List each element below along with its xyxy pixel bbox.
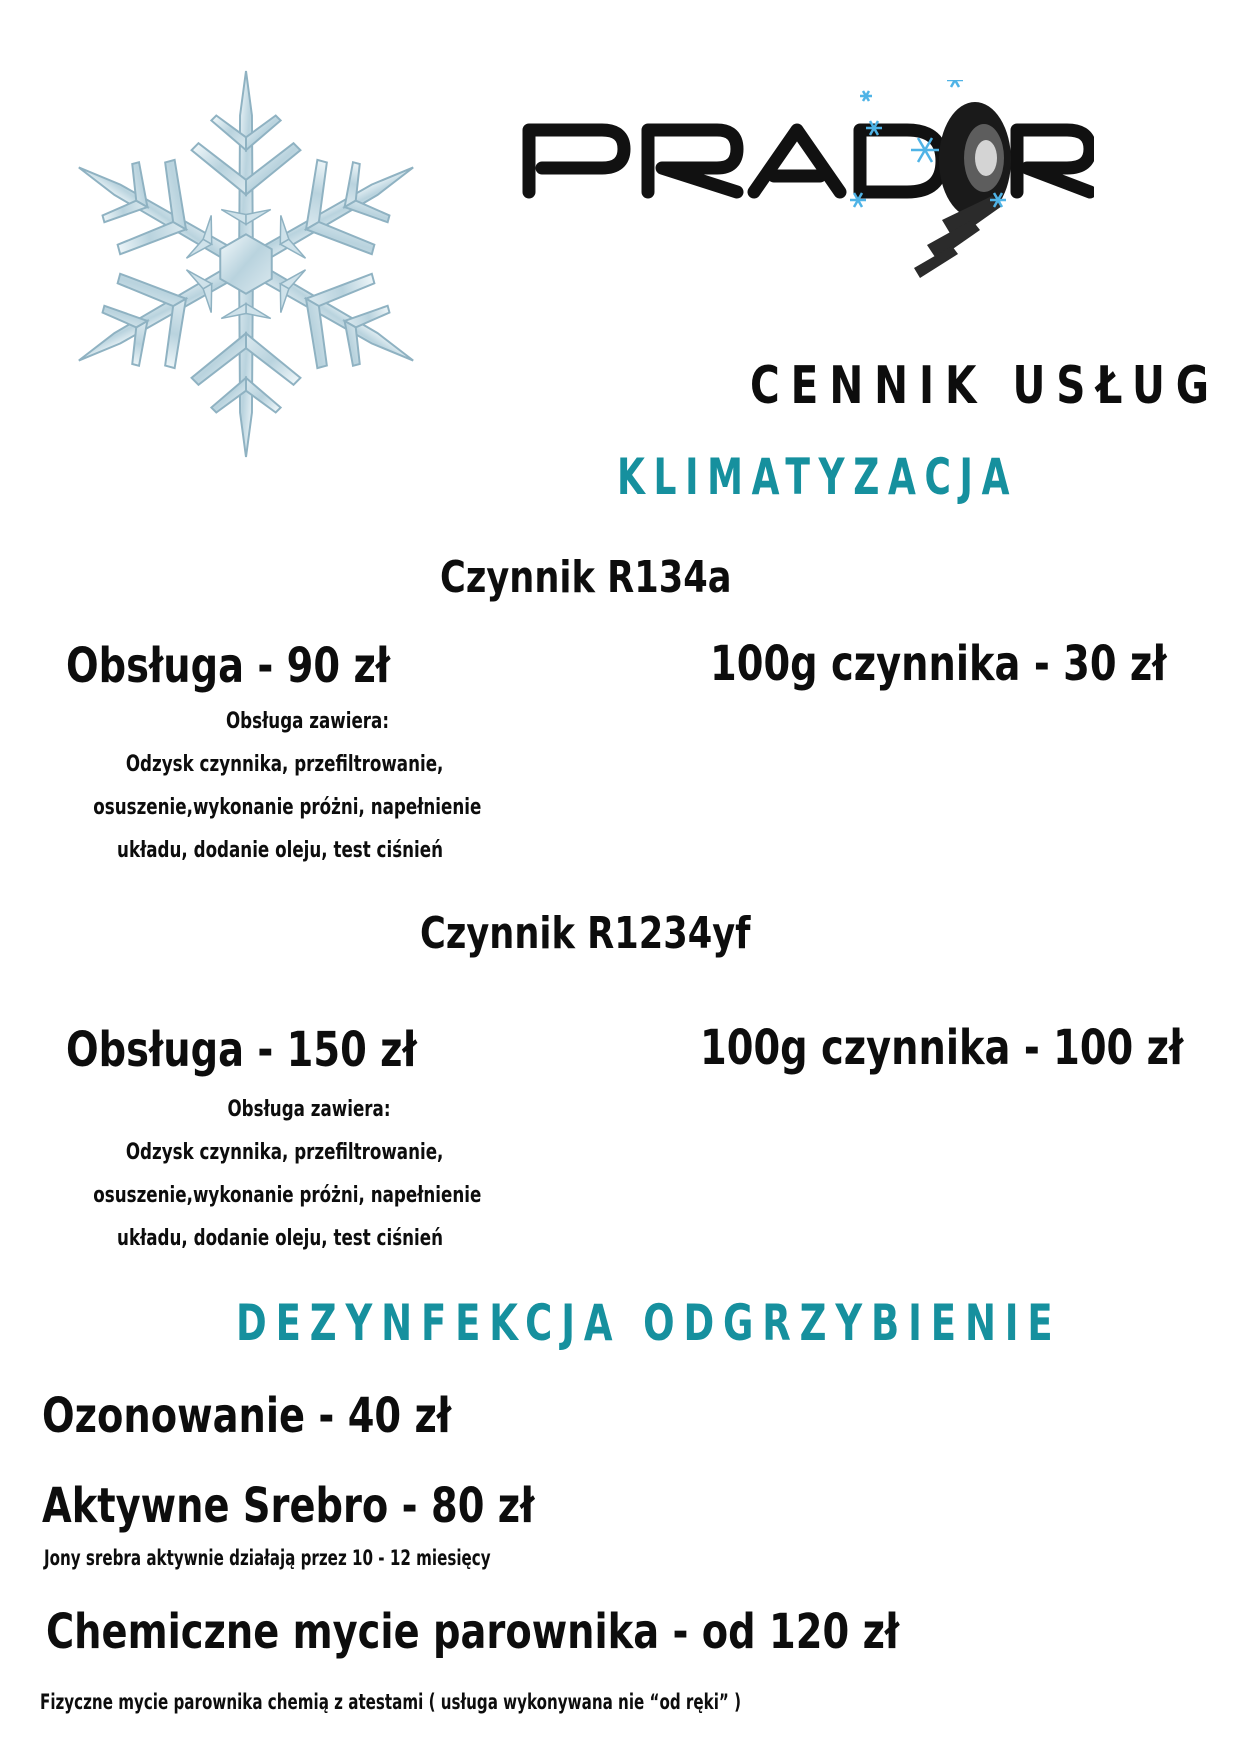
r1234yf-includes-line: osuszenie,wykonanie próżni, napełnienie [93, 1183, 482, 1208]
r134a-includes [22, 700, 482, 872]
aktywne-srebro-note: Jony srebra aktywnie działają przez 10 - 12 miesięcy [44, 1546, 491, 1570]
r134a-includes-line: układu, dodanie oleju, test ciśnień [117, 838, 444, 863]
page-title: CENNIK USŁUG [750, 356, 1221, 416]
snowflake-icon [48, 42, 444, 486]
r1234yf-includes-line: układu, dodanie oleju, test ciśnień [117, 1226, 444, 1251]
klimatyzacja-heading: KLIMATYZACJA [617, 448, 1019, 506]
r134a-includes-line: osuszenie,wykonanie próżni, napełnienie [93, 795, 482, 820]
ozonowanie-price: Ozonowanie - 40 zł [42, 1388, 452, 1444]
prador-logo [522, 80, 1094, 286]
r1234yf-refill-price: 100g czynnika - 100 zł [700, 1020, 1184, 1076]
section-r1234yf-title: Czynnik R1234yf [420, 908, 751, 959]
r134a-service-price: Obsługa - 90 zł [66, 638, 391, 694]
r1234yf-includes-title: Obsługa zawiera: [227, 1097, 391, 1122]
r1234yf-includes [22, 1088, 482, 1260]
chemiczne-mycie-note: Fizyczne mycie parownika chemią z atestami ( usługa wykonywana nie “od ręki” ) [40, 1690, 741, 1714]
r134a-includes-title: Obsługa zawiera: [225, 709, 390, 734]
aktywne-srebro-price: Aktywne Srebro - 80 zł [42, 1478, 535, 1534]
r134a-includes-line: Odzysk czynnika, przefiltrowanie, [125, 752, 444, 777]
dezynfekcja-heading: DEZYNFEKCJA ODGRZYBIENIE [236, 1294, 1062, 1352]
r1234yf-includes-line: Odzysk czynnika, przefiltrowanie, [125, 1140, 444, 1165]
r134a-refill-price: 100g czynnika - 30 zł [710, 636, 1167, 692]
chemiczne-mycie-price: Chemiczne mycie parownika - od 120 zł [46, 1604, 900, 1660]
r1234yf-service-price: Obsługa - 150 zł [66, 1022, 417, 1078]
section-r134a-title: Czynnik R134a [440, 552, 732, 603]
